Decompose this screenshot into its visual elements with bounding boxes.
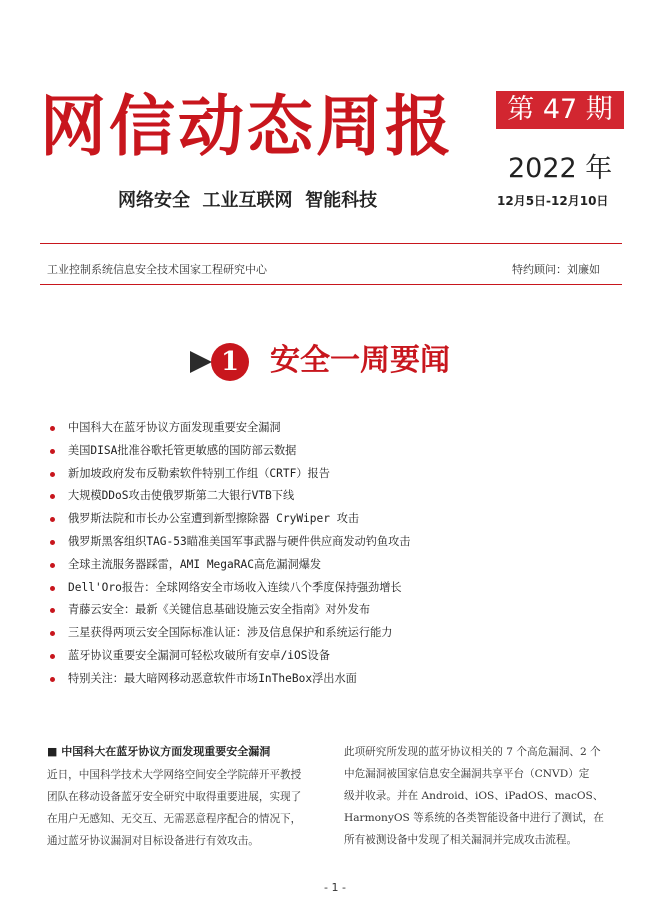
bullet-icon — [50, 426, 55, 431]
section-arrow-icon — [190, 351, 212, 373]
headline-text[interactable]: 蓝牙协议重要安全漏洞可轻松攻破所有安卓/iOS设备 — [68, 648, 330, 662]
headline-item[interactable] — [50, 531, 630, 554]
article-line: 近日，中国科学技术大学网络空间安全学院薛开平教授 — [47, 769, 302, 781]
bullet-icon — [50, 563, 55, 568]
section-number-badge: 1 — [211, 343, 249, 381]
organization-name: 工业控制系统信息安全技术国家工程研究中心 — [47, 263, 267, 276]
article-line: 所有被测设备中发现了相关漏洞并完成攻击流程。 — [344, 834, 578, 846]
article-line: 中危漏洞被国家信息安全漏洞共享平台（CNVD）定 — [344, 768, 590, 780]
issue-badge: 第 47 期 — [496, 91, 624, 129]
article-line: 团队在移动设备蓝牙安全研究中取得重要进展，实现了 — [47, 791, 302, 803]
newsletter-subtitle: 网络安全 工业互联网 智能科技 — [118, 190, 378, 211]
article-title: ■ 中国科大在蓝牙协议方面发现重要安全漏洞 — [47, 745, 271, 758]
headline-text[interactable]: 全球主流服务器踩雷，AMI MegaRAC高危漏洞爆发 — [68, 557, 322, 571]
headline-text[interactable]: 特别关注：最大暗网移动恶意软件市场InTheBox浮出水面 — [68, 671, 357, 685]
date-range: 12月5日-12月10日 — [497, 194, 609, 208]
headline-item[interactable] — [50, 463, 630, 486]
headline-text[interactable]: Dell'Oro报告：全球网络安全市场收入连续八个季度保持强劲增长 — [68, 580, 402, 594]
bullet-icon — [50, 586, 55, 591]
article-body-left — [47, 764, 329, 852]
headline-item[interactable] — [50, 440, 630, 463]
bullet-icon — [50, 494, 55, 499]
article-line: 在用户无感知、无交互、无需恶意程序配合的情况下， — [47, 813, 302, 825]
newsletter-title: 网信动态周报 — [40, 87, 454, 165]
article-body-right — [344, 741, 626, 851]
issue-year: 2022 年 — [508, 153, 613, 184]
headline-text[interactable]: 大规模DDoS攻击使俄罗斯第二大银行VTB下线 — [68, 489, 295, 503]
special-advisor: 特约顾问：刘廉如 — [512, 263, 600, 276]
article-line: 此项研究所发现的蓝牙协议相关的 7 个高危漏洞、2 个 — [344, 746, 601, 758]
page-number: - 1 - — [324, 881, 346, 894]
article-line: HarmonyOS 等系统的各类智能设备中进行了测试，在 — [344, 812, 604, 824]
section-title: 安全一周要闻 — [270, 343, 450, 378]
headline-text[interactable]: 青藤云安全：最新《关键信息基础设施云安全指南》对外发布 — [68, 603, 371, 617]
headline-item[interactable] — [50, 508, 630, 531]
headline-text[interactable]: 俄罗斯法院和市长办公室遭到新型擦除器 CryWiper 攻击 — [68, 512, 360, 526]
article-line: 通过蓝牙协议漏洞对目标设备进行有效攻击。 — [47, 835, 259, 847]
bullet-icon — [50, 449, 55, 454]
headline-item[interactable] — [50, 599, 630, 622]
header-divider-top — [40, 243, 622, 244]
headline-item[interactable] — [50, 622, 630, 645]
headline-item[interactable] — [50, 645, 630, 668]
bullet-icon — [50, 654, 55, 659]
headline-text[interactable]: 俄罗斯黑客组织TAG-53瞄准美国军事武器与硬件供应商发动钓鱼攻击 — [68, 534, 411, 548]
bullet-icon — [50, 677, 55, 682]
header-divider-bottom — [40, 284, 622, 285]
bullet-icon — [50, 540, 55, 545]
headline-item[interactable] — [50, 577, 630, 600]
bullet-icon — [50, 517, 55, 522]
bullet-icon — [50, 608, 55, 613]
headline-text[interactable]: 新加坡政府发布反勒索软件特别工作组（CRTF）报告 — [68, 466, 330, 480]
headline-text[interactable]: 三星获得两项云安全国际标准认证：涉及信息保护和系统运行能力 — [68, 626, 393, 640]
headline-item[interactable] — [50, 554, 630, 577]
bullet-icon — [50, 631, 55, 636]
headline-item[interactable] — [50, 668, 630, 691]
headline-text[interactable]: 美国DISA批准谷歌托管更敏感的国防部云数据 — [68, 443, 297, 457]
headline-item[interactable] — [50, 485, 630, 508]
bullet-icon — [50, 472, 55, 477]
headline-text[interactable]: 中国科大在蓝牙协议方面发现重要安全漏洞 — [68, 421, 281, 434]
article-line: 级并收录。并在 Android、iOS、iPadOS、macOS、 — [344, 790, 604, 802]
headline-list — [50, 417, 630, 691]
headline-item[interactable] — [50, 417, 630, 440]
